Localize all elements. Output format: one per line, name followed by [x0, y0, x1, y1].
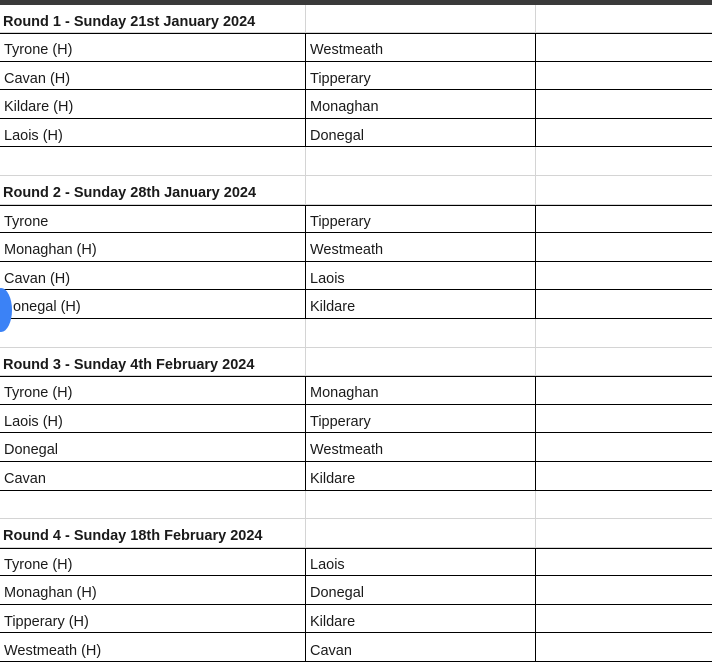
- empty-cell[interactable]: [536, 433, 712, 461]
- home-team-cell[interactable]: Donegal: [0, 433, 306, 461]
- empty-cell[interactable]: [306, 147, 536, 175]
- fixture-row[interactable]: [0, 433, 712, 462]
- empty-cell[interactable]: [536, 462, 712, 490]
- empty-cell[interactable]: [536, 233, 712, 261]
- fixture-row[interactable]: [0, 262, 712, 291]
- home-team-cell[interactable]: Cavan (H): [0, 62, 306, 90]
- empty-cell[interactable]: [536, 262, 712, 290]
- empty-cell[interactable]: [536, 90, 712, 118]
- home-team-cell[interactable]: Tyrone: [0, 205, 306, 233]
- home-team-cell[interactable]: Tipperary (H): [0, 605, 306, 633]
- away-team-cell[interactable]: Cavan: [306, 633, 536, 661]
- away-team-cell[interactable]: Monaghan: [306, 90, 536, 118]
- blank-row[interactable]: [0, 491, 712, 520]
- away-team-cell[interactable]: Kildare: [306, 605, 536, 633]
- home-team-cell[interactable]: Cavan (H): [0, 262, 306, 290]
- fixture-row[interactable]: [0, 90, 712, 119]
- round-heading[interactable]: Round 4 - Sunday 18th February 2024: [0, 519, 306, 547]
- fixture-row[interactable]: [0, 548, 712, 577]
- home-team-cell[interactable]: Westmeath (H): [0, 633, 306, 661]
- away-team-cell[interactable]: Donegal: [306, 119, 536, 147]
- empty-cell[interactable]: [0, 491, 306, 519]
- round-heading[interactable]: Round 3 - Sunday 4th February 2024: [0, 348, 306, 376]
- away-team-cell[interactable]: Donegal: [306, 576, 536, 604]
- away-team-cell[interactable]: Tipperary: [306, 405, 536, 433]
- round-heading[interactable]: Round 2 - Sunday 28th January 2024: [0, 176, 306, 204]
- home-team-cell[interactable]: Cavan: [0, 462, 306, 490]
- spreadsheet-grid[interactable]: [0, 5, 712, 662]
- home-team-cell[interactable]: Monaghan (H): [0, 576, 306, 604]
- fixture-row[interactable]: [0, 119, 712, 148]
- home-team-cell[interactable]: Tyrone (H): [0, 33, 306, 61]
- fixture-row[interactable]: [0, 376, 712, 405]
- round-heading-row[interactable]: [0, 5, 712, 33]
- away-team-cell[interactable]: Kildare: [306, 290, 536, 318]
- empty-cell[interactable]: [536, 5, 712, 32]
- empty-cell[interactable]: [536, 319, 712, 347]
- round-heading-row[interactable]: [0, 176, 712, 205]
- away-team-cell[interactable]: Laois: [306, 548, 536, 576]
- fixture-row[interactable]: [0, 33, 712, 62]
- empty-cell[interactable]: [536, 206, 712, 233]
- away-team-cell[interactable]: Tipperary: [306, 62, 536, 90]
- round-heading-row[interactable]: [0, 348, 712, 377]
- away-team-cell[interactable]: Tipperary: [306, 205, 536, 233]
- fixture-row[interactable]: [0, 405, 712, 434]
- empty-cell[interactable]: [306, 491, 536, 519]
- empty-cell[interactable]: [306, 5, 536, 32]
- empty-cell[interactable]: [536, 62, 712, 90]
- empty-cell[interactable]: [536, 491, 712, 519]
- empty-cell[interactable]: [0, 319, 306, 347]
- empty-cell[interactable]: [536, 576, 712, 604]
- empty-cell[interactable]: [536, 147, 712, 175]
- empty-cell[interactable]: [536, 549, 712, 576]
- empty-cell[interactable]: [536, 176, 712, 204]
- empty-cell[interactable]: [536, 119, 712, 147]
- fixture-row[interactable]: [0, 576, 712, 605]
- empty-cell[interactable]: [306, 176, 536, 204]
- fixture-row[interactable]: [0, 290, 712, 319]
- blank-row[interactable]: [0, 319, 712, 348]
- away-team-cell[interactable]: Monaghan: [306, 376, 536, 404]
- home-team-cell[interactable]: onegal (H): [0, 290, 306, 318]
- home-team-cell[interactable]: Kildare (H): [0, 90, 306, 118]
- away-team-cell[interactable]: Westmeath: [306, 433, 536, 461]
- home-team-cell[interactable]: Tyrone (H): [0, 548, 306, 576]
- empty-cell[interactable]: [536, 605, 712, 633]
- empty-cell[interactable]: [0, 147, 306, 175]
- away-team-cell[interactable]: Laois: [306, 262, 536, 290]
- home-team-cell[interactable]: Tyrone (H): [0, 376, 306, 404]
- round-heading-row[interactable]: [0, 519, 712, 548]
- away-team-cell[interactable]: Kildare: [306, 462, 536, 490]
- empty-cell[interactable]: [536, 377, 712, 404]
- empty-cell[interactable]: [536, 519, 712, 547]
- empty-cell[interactable]: [536, 34, 712, 61]
- fixture-row[interactable]: [0, 462, 712, 491]
- round-heading[interactable]: Round 1 - Sunday 21st January 2024: [0, 5, 306, 32]
- empty-cell[interactable]: [306, 319, 536, 347]
- fixture-row[interactable]: [0, 633, 712, 662]
- fixture-row[interactable]: [0, 205, 712, 234]
- empty-cell[interactable]: [536, 405, 712, 433]
- home-team-cell[interactable]: Monaghan (H): [0, 233, 306, 261]
- fixture-row[interactable]: [0, 62, 712, 91]
- home-team-cell[interactable]: Laois (H): [0, 405, 306, 433]
- fixture-row[interactable]: [0, 233, 712, 262]
- empty-cell[interactable]: [306, 348, 536, 376]
- away-team-cell[interactable]: Westmeath: [306, 233, 536, 261]
- fixture-row[interactable]: [0, 605, 712, 634]
- empty-cell[interactable]: [536, 290, 712, 318]
- blank-row[interactable]: [0, 147, 712, 176]
- empty-cell[interactable]: [306, 519, 536, 547]
- home-team-cell[interactable]: Laois (H): [0, 119, 306, 147]
- away-team-cell[interactable]: Westmeath: [306, 33, 536, 61]
- empty-cell[interactable]: [536, 348, 712, 376]
- empty-cell[interactable]: [536, 633, 712, 661]
